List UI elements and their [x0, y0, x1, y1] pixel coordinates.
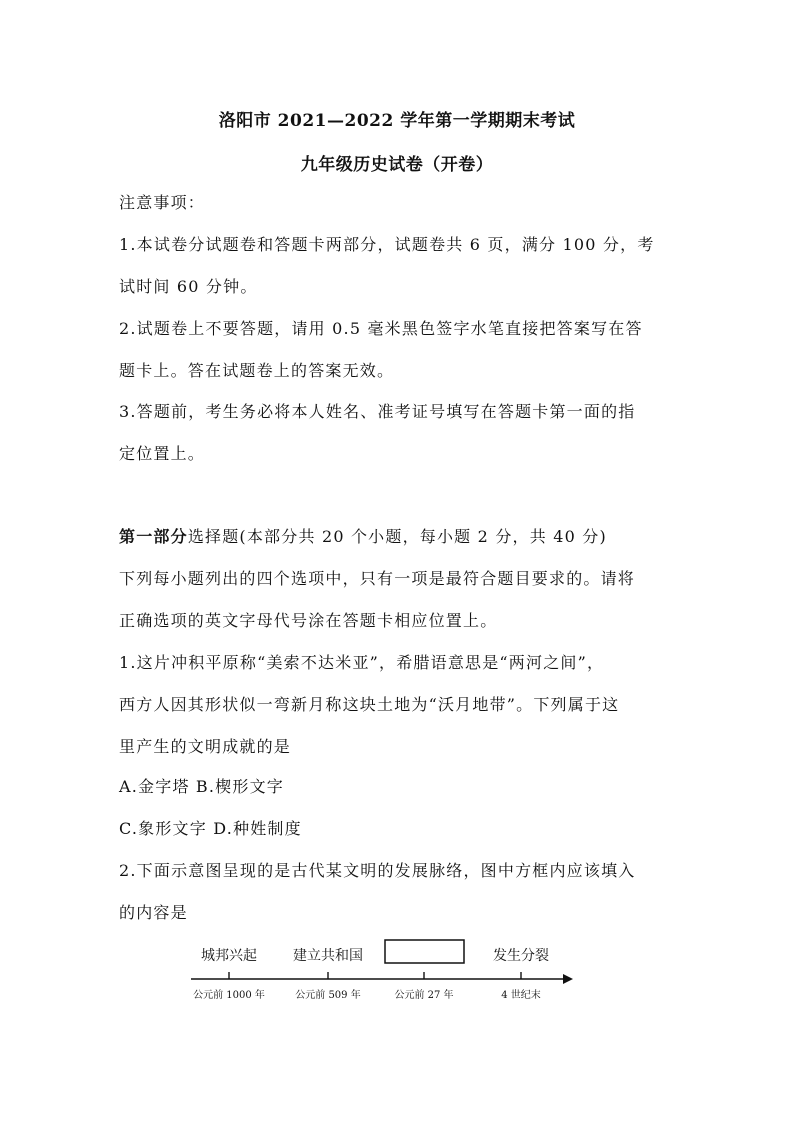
timeline-arrow-icon: [563, 974, 573, 984]
part1-label: 第一部分: [119, 527, 188, 546]
question-1-line: 1.这片冲积平原称“美索不达米亚”，希腊语意思是“两河之间”，: [119, 653, 605, 672]
question-2-line: 2.下面示意图呈现的是古代某文明的发展脉络，图中方框内应该填入: [119, 861, 636, 880]
part1-instruction: 下列每小题列出的四个选项中，只有一项是最符合题目要求的。请将: [119, 569, 636, 588]
part1-desc: 选择题(本部分共 20 个小题，每小题 2 分，共 40 分): [187, 527, 607, 546]
notes-heading: 注意事项：: [119, 193, 206, 212]
part1-instruction: 正确选项的英文字母代号涂在答题卡相应位置上。: [119, 611, 498, 630]
question-1-options: C.象形文字 D.种姓制度: [119, 819, 302, 838]
question-1-line: 西方人因其形状似一弯新月称这块土地为“沃月地带”。下列属于这: [119, 695, 620, 714]
exam-subtitle: 九年级历史试卷（开卷）: [300, 155, 494, 175]
notes-line: 题卡上。答在试题卷上的答案无效。: [119, 361, 395, 380]
timeline-diagram: [185, 935, 585, 1010]
notes-line: 1.本试卷分试题卷和答题卡两部分，试题卷共 6 页，满分 100 分，考: [119, 235, 655, 254]
timeline-date: 4 世纪末: [501, 990, 541, 1001]
timeline-date: 公元前 27 年: [394, 990, 454, 1001]
question-2-line: 的内容是: [119, 903, 188, 922]
exam-title: 洛阳市 2021—2022 学年第一学期期末考试: [218, 111, 576, 131]
notes-line: 2.试题卷上不要答题，请用 0.5 毫米黑色签字水笔直接把答案写在答: [119, 319, 643, 338]
notes-line: 3.答题前，考生务必将本人姓名、准考证号填写在答题卡第一面的指: [119, 402, 636, 421]
question-1-line: 里产生的文明成就的是: [119, 737, 292, 756]
timeline-event: 发生分裂: [493, 948, 549, 964]
part1-header: [119, 524, 607, 547]
blank-answer-box: [385, 940, 464, 963]
timeline-date: 公元前 1000 年: [193, 990, 265, 1001]
timeline-date: 公元前 509 年: [295, 990, 361, 1001]
timeline-event: 建立共和国: [293, 948, 363, 964]
notes-line: 试时间 60 分钟。: [119, 277, 258, 296]
notes-line: 定位置上。: [119, 444, 206, 463]
timeline-event: 城邦兴起: [201, 948, 257, 964]
question-1-options: A.金字塔 B.楔形文字: [119, 777, 284, 796]
